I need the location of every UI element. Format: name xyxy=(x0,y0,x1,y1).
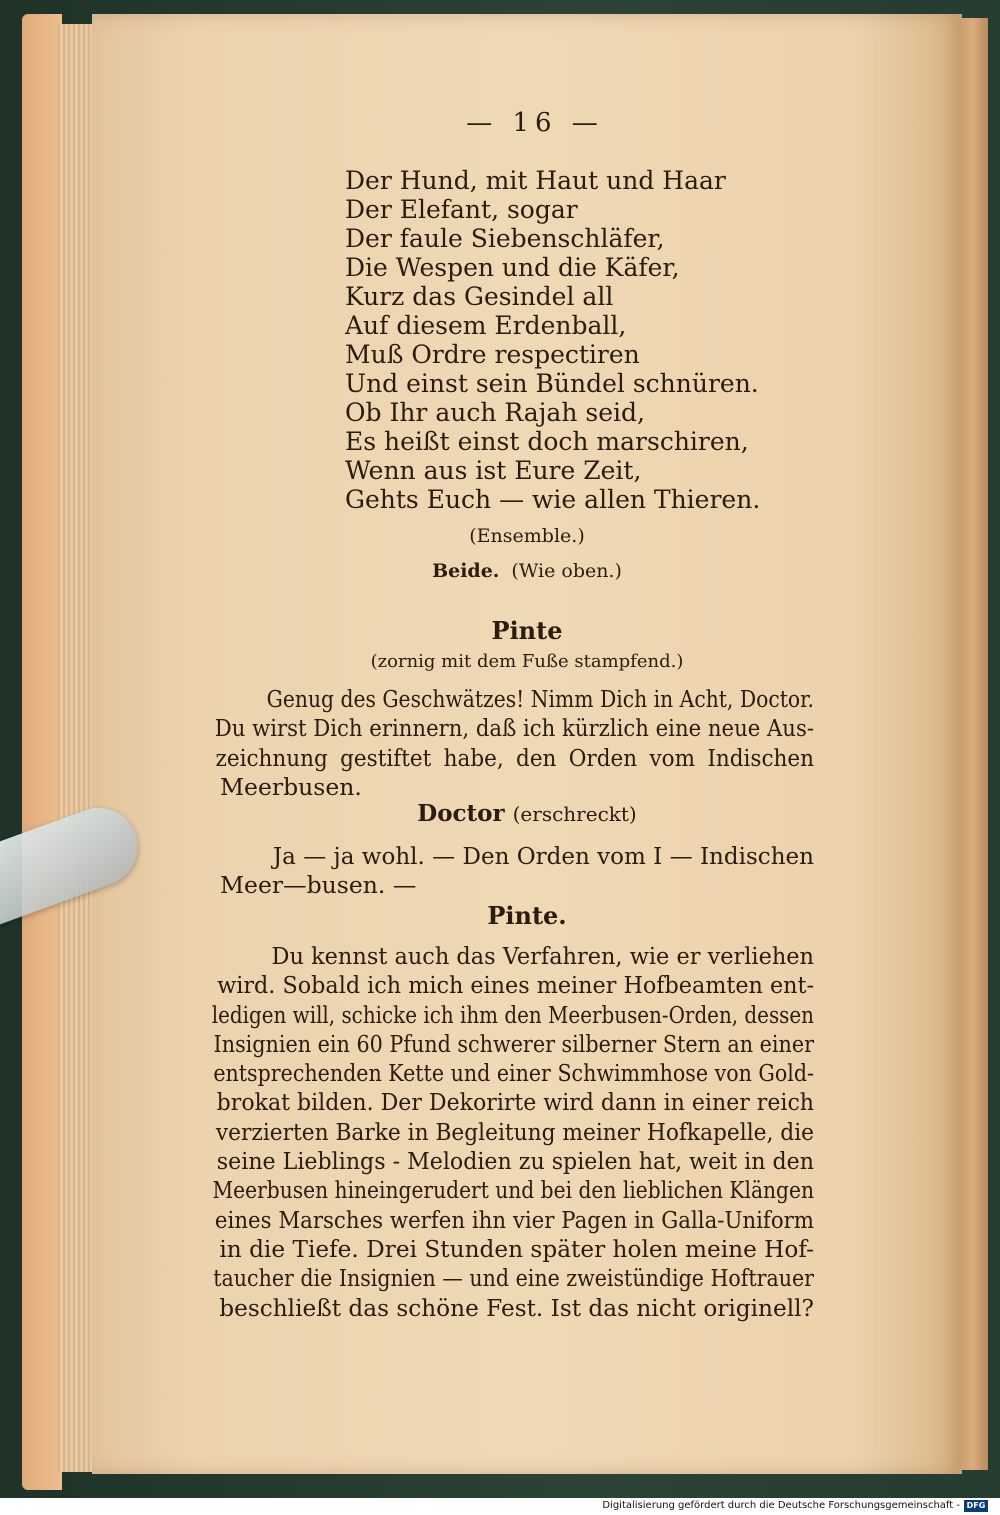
verse-line: Gehts Euch — wie allen Thieren. xyxy=(345,485,761,514)
text-line: entsprechenden Kette und einer Schwimmhose von Gold- xyxy=(213,1059,814,1088)
stage-direction: (erschreckt) xyxy=(512,802,637,826)
book-cover-edge xyxy=(22,14,62,1490)
verse-line: Muß Ordre respectiren xyxy=(345,340,640,369)
speaker-name: Doctor xyxy=(417,800,505,827)
stage-direction: (Wie oben.) xyxy=(511,560,622,582)
paragraph-text xyxy=(211,942,868,1323)
text-line: Du wirst Dich erinnern, daß ich kürzlich eine neue Aus- xyxy=(214,714,815,743)
text-line: Meer—busen. — xyxy=(220,871,417,900)
text-line: Ja — ja wohl. — Den Orden vom I — Indischen xyxy=(272,842,814,870)
verse-line: Kurz das Gesindel all xyxy=(345,282,614,311)
verse-line: Die Wespen und die Käfer, xyxy=(345,253,680,282)
verse-line: Der Hund, mit Haut und Haar xyxy=(345,166,726,195)
page-number: — 16 — xyxy=(466,108,604,138)
page-right-edge xyxy=(958,18,988,1470)
dialogue-paragraph xyxy=(220,842,868,901)
speaker-name: Beide. xyxy=(432,560,500,582)
text-line: Meerbusen hineingerudert und bei den lieblichen Klängen xyxy=(212,1176,814,1205)
text-line: in die Tiefe. Drei Stunden später holen meine Hof- xyxy=(219,1234,814,1263)
stage-direction: (zornig mit dem Fuße stampfend.) xyxy=(370,651,684,672)
paragraph-text xyxy=(220,842,868,901)
text-line: eines Marsches werfen ihn vier Pagen in Galla-Uniform xyxy=(214,1205,815,1234)
speaker-line-doctor xyxy=(92,800,962,827)
verse-line: Auf diesem Erdenball, xyxy=(345,311,627,340)
text-line: brokat bilden. Der Dekorirte wird dann in einer reich xyxy=(216,1088,814,1117)
text-line: Insignien ein 60 Pfund schwerer silberner Stern an einer xyxy=(213,1029,814,1058)
dialogue-paragraph xyxy=(211,942,868,1323)
dialogue-paragraph xyxy=(214,685,868,802)
verse-line: Ob Ihr auch Rajah seid, xyxy=(345,398,645,427)
verse-line: Es heißt einst doch marschiren, xyxy=(345,427,749,456)
verse-block xyxy=(345,166,865,514)
text-line: ledigen will, schicke ich ihm den Meerbusen-Orden, dessen xyxy=(211,1000,814,1029)
speaker-line-beide xyxy=(92,560,962,582)
dfg-logo: DFG xyxy=(964,1500,988,1512)
footer-credit: Digitalisierung gefördert durch die Deutsche Forschungsgemeinschaft - xyxy=(602,1500,960,1511)
verse-line: Wenn aus ist Eure Zeit, xyxy=(345,456,642,485)
speaker-heading-pinte: Pinte xyxy=(491,616,563,645)
text-line: beschließt das schöne Fest. Ist das nicht originell? xyxy=(219,1293,815,1322)
verse-line: Und einst sein Bündel schnüren. xyxy=(345,369,759,398)
paragraph-text xyxy=(214,685,868,802)
stage-direction-ensemble: (Ensemble.) xyxy=(469,525,585,547)
text-line: verzierten Barke in Begleitung meiner Hofkapelle, die xyxy=(215,1117,814,1146)
text-line: Du kennst auch das Verfahren, wie er verliehen xyxy=(271,942,814,970)
text-line: wird. Sobald ich mich eines meiner Hofbeamten ent- xyxy=(217,971,814,1000)
text-line: taucher die Insignien — und eine zweistündige Hoftrauer xyxy=(213,1264,814,1293)
text-line: Meerbusen. xyxy=(220,772,362,801)
text-line: Genug des Geschwätzes! Nimm Dich in Acht, Doctor. xyxy=(266,685,814,713)
text-line: seine Lieblings - Melodien zu spielen hat, weit in den xyxy=(216,1147,814,1176)
text-line: zeichnung gestiftet habe, den Orden vom Indischen xyxy=(215,743,815,772)
verse-line: Der Elefant, sogar xyxy=(345,195,578,224)
verse-line: Der faule Siebenschläfer, xyxy=(345,224,665,253)
speaker-heading-pinte: Pinte. xyxy=(487,901,567,930)
